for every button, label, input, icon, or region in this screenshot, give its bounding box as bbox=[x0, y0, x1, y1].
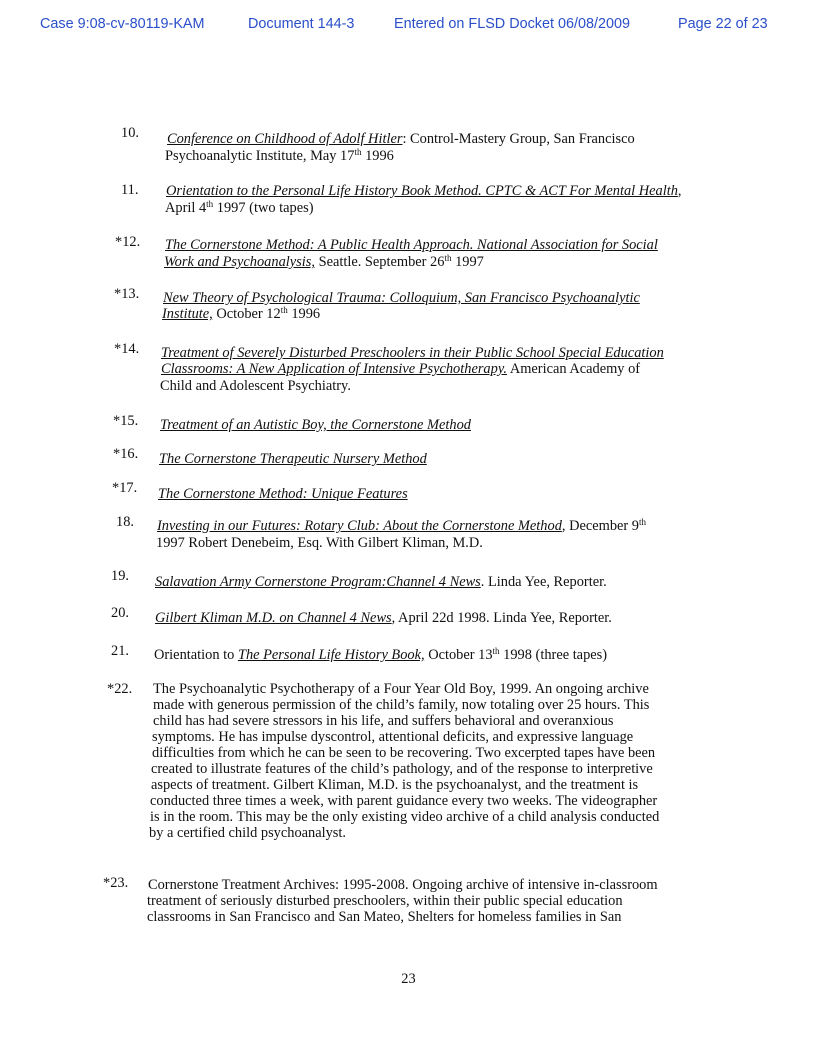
docket-entry: Entered on FLSD Docket 06/08/2009 bbox=[394, 16, 630, 32]
page-of: Page 22 of 23 bbox=[678, 16, 768, 32]
page-number: 23 bbox=[401, 971, 416, 987]
case-number: Case 9:08-cv-80119-KAM bbox=[40, 16, 205, 32]
document-number: Document 144-3 bbox=[248, 16, 355, 32]
document-page: 10. Conference on Childhood of Adolf Hitler: Control-Mastery Group, San Francisco Psychoanalytic Institute, May 17th 1996 11. Orientation to the Personal Life History Book Method. CPTC & ACT For Mental Health, April 4th 1997 (two tapes) *12. The Cornerstone Method: A Public Health Approach. National Association for Social Work and Psychoanalysis, Seattle. September 26th 1997 *13. New Theory of Psychological Trauma: Colloquium, San Francisco Psychoanalytic Institute, October 12th 1996 *14. Treatment of Severely Disturbed Preschoolers in their Public School Special Education Classrooms: A New Application of Intensive Psychotherapy. American Academy of Child and Adolescent Psychiatry. *15. Treatment of an Autistic Boy, the Cornerstone Method *16. The Cornerstone Therapeutic Nursery Method *17. The Cornerstone Method: Unique Features 18. Investing in our Futures: Rotary Club: About the Cornerstone Method, December 9th 1997 Robert Denebeim, Esq. With Gilbert Kliman, M.D. 19. Salavation Army Cornerstone Program:Channel 4 News. Linda Yee, Reporter. 20. Gilbert Kliman M.D. on Channel 4 News, April 22d 1998. Linda Yee, Reporter. 21. Orientation to The Personal Life History Book, October 13th 1998 (three tapes) *22. The Psychoanalytic Psychotherapy of a Four Year Old Boy, 1999. An ongoing archive made with generous permission of the child’s family, now totaling over 25 hours. This child has had severe stressors in his life, and suffers behavioral and overanxious symptoms. He has impulse dyscontrol, attentional deficits, and expressive language difficulties from which he can be seen to be recovering. Two excerpted tapes have been created to illustrate features of the child’s pathology, and of the response to interpretive aspects of treatment. Gilbert Kliman, M.D. is the psychoanalyst, and the treatment is conducted three times a week, with parent guidance every two weeks. The videographer is in the room. This may be the only existing video archive of a child analysis conducted by a certified child psychoanalyst. *23. Cornerstone Treatment Archives: 1995-2008. Ongoing archive of intensive in-classroom treatment of seriously disturbed preschoolers, within their public special education classrooms in San Francisco and San Mateo, Shelters for homeless families in San bbox=[103, 125, 682, 925]
